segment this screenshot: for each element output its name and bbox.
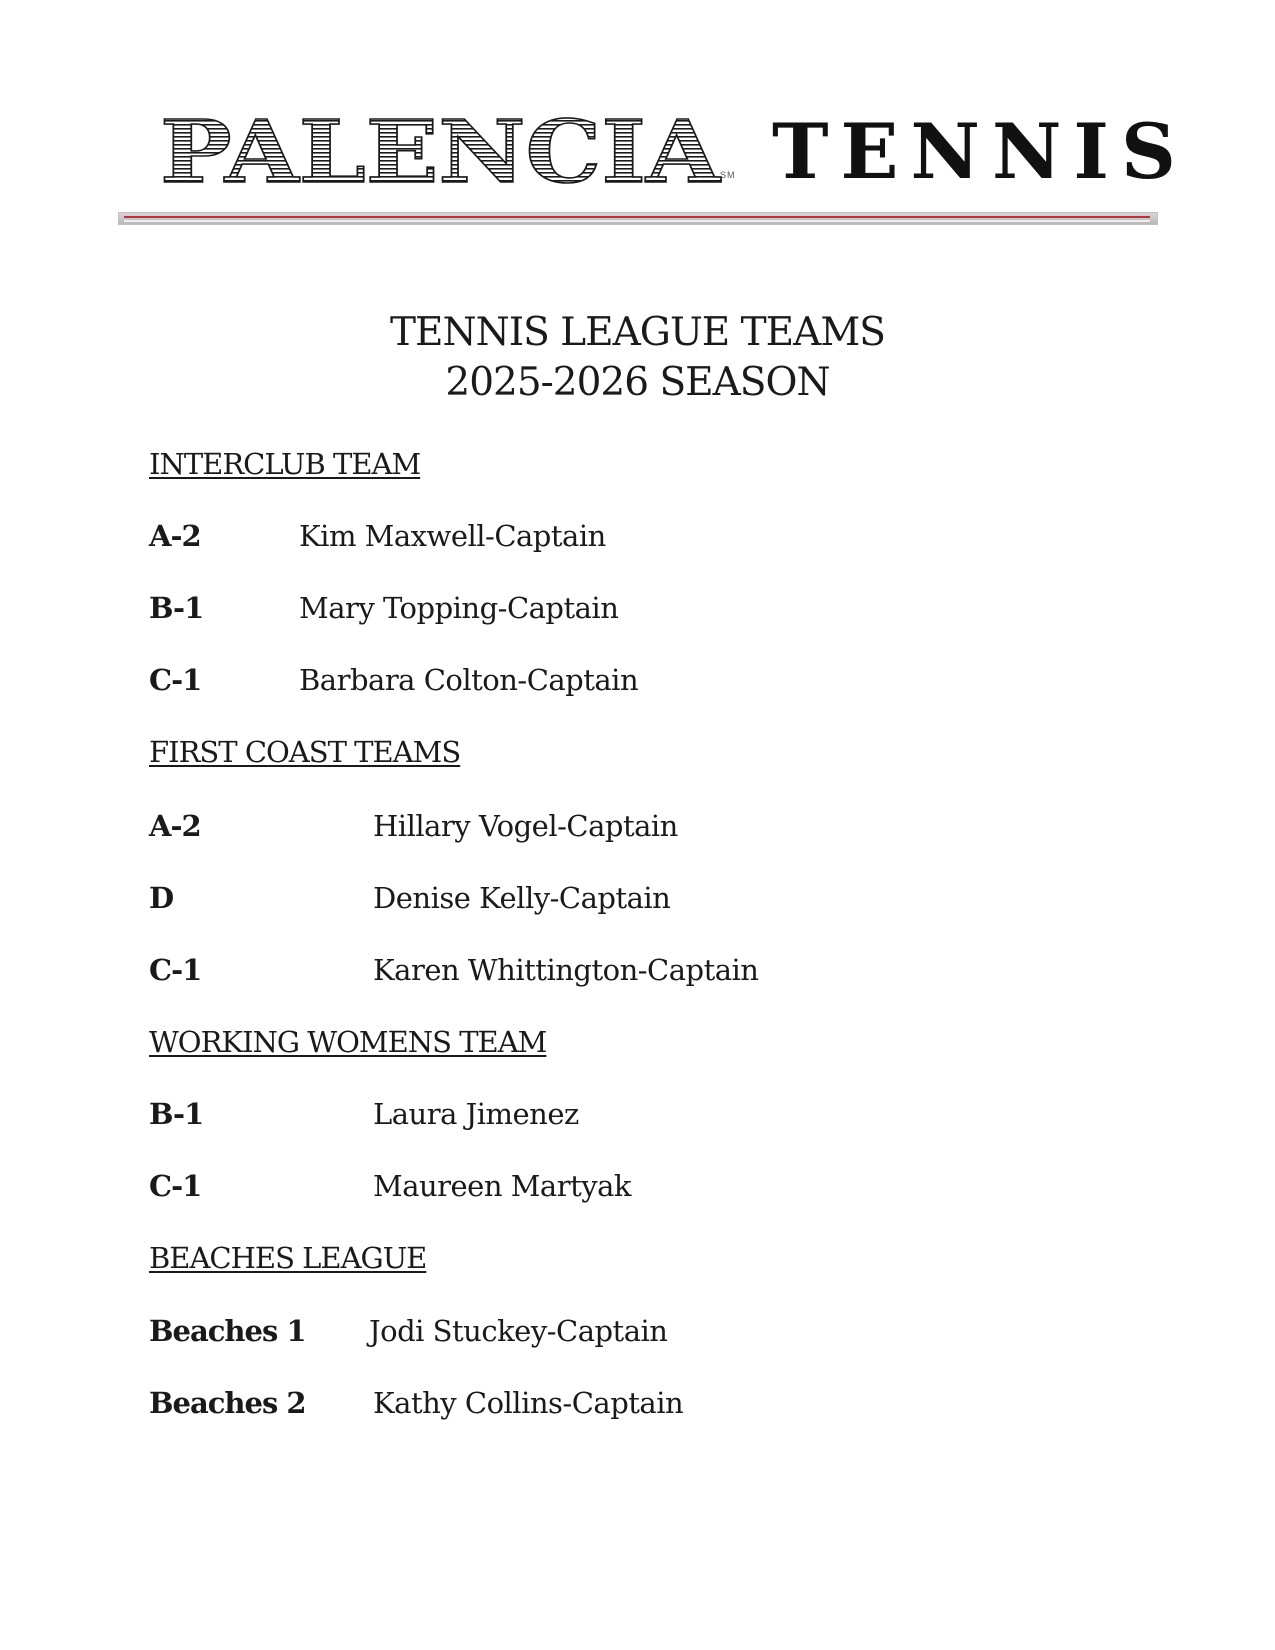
page-title: TENNIS LEAGUE TEAMS (390, 310, 885, 355)
team-row (149, 880, 1049, 916)
svg-text:PALENCIA: PALENCIA (160, 112, 722, 192)
team-row (149, 518, 1049, 554)
team-level: C-1 (149, 663, 202, 697)
team-captain: Denise Kelly-Captain (373, 881, 671, 915)
team-level: B-1 (149, 1097, 204, 1131)
section-heading-first-coast: FIRST COAST TEAMS (149, 735, 461, 769)
team-row (149, 952, 1049, 988)
team-level: B-1 (149, 591, 204, 625)
team-level: Beaches 2 (149, 1386, 306, 1420)
team-row (149, 590, 1049, 626)
team-captain: Kathy Collins-Captain (373, 1386, 684, 1420)
team-level: C-1 (149, 953, 202, 987)
header-rule-gray (118, 212, 1158, 225)
team-captain: Kim Maxwell-Captain (299, 519, 606, 553)
team-row (149, 662, 1049, 698)
page-subtitle: 2025-2026 SEASON (445, 360, 830, 405)
team-level: D (149, 881, 174, 915)
team-level: Beaches 1 (149, 1314, 306, 1348)
team-captain: Jodi Stuckey-Captain (369, 1314, 668, 1348)
header-rule (118, 212, 1158, 232)
team-level: A-2 (149, 519, 201, 553)
tennis-wordmark: TENNIS (772, 107, 1188, 196)
section-heading-working-womens: WORKING WOMENS TEAM (149, 1025, 547, 1059)
team-captain: Karen Whittington-Captain (373, 953, 759, 987)
team-level: A-2 (149, 809, 201, 843)
letterhead (0, 0, 1275, 240)
team-row (149, 1096, 1049, 1132)
team-row (149, 808, 1049, 844)
team-row (149, 1168, 1049, 1204)
team-captain: Laura Jimenez (373, 1097, 579, 1131)
service-mark: SM (720, 170, 736, 180)
palencia-logo (160, 112, 740, 192)
team-captain: Mary Topping-Captain (299, 591, 619, 625)
team-level: C-1 (149, 1169, 202, 1203)
header-rule-light (124, 220, 1150, 222)
team-row (149, 1385, 1049, 1421)
section-heading-interclub: INTERCLUB TEAM (149, 447, 421, 481)
team-captain: Barbara Colton-Captain (299, 663, 639, 697)
team-row (149, 1313, 1049, 1349)
header-rule-red (124, 216, 1150, 218)
team-captain: Hillary Vogel-Captain (373, 809, 678, 843)
section-heading-beaches-league: BEACHES LEAGUE (149, 1241, 427, 1275)
team-captain: Maureen Martyak (373, 1169, 631, 1203)
